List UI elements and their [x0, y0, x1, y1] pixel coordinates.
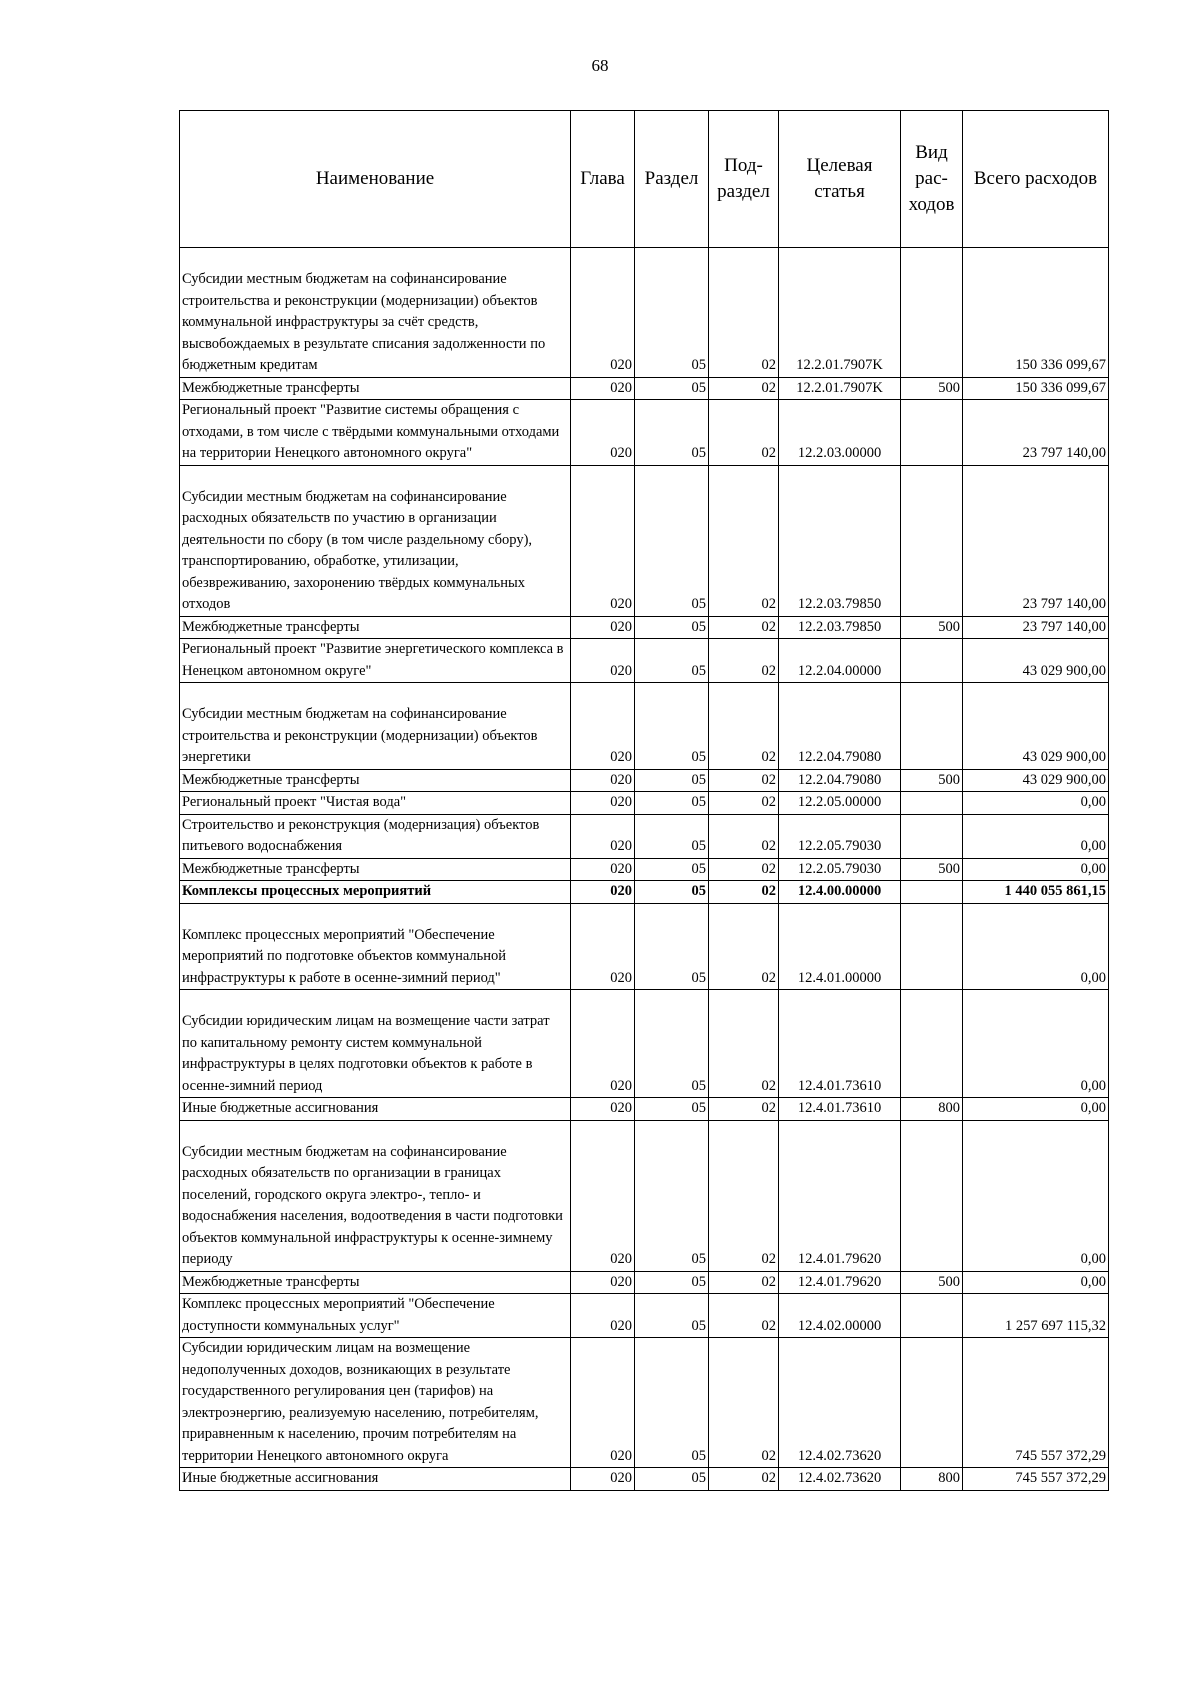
row-section: 05: [635, 248, 709, 378]
row-chapter: 020: [571, 814, 635, 858]
table-row: [180, 814, 1109, 858]
table-row: [180, 1338, 1109, 1468]
row-section: 05: [635, 1271, 709, 1294]
row-target: 12.2.01.7907K: [779, 248, 901, 378]
row-subsection: 02: [709, 683, 779, 770]
table-header-row: [180, 111, 1109, 248]
row-chapter: 020: [571, 1098, 635, 1121]
row-target: 12.2.05.79030: [779, 858, 901, 881]
row-target: 12.2.04.00000: [779, 639, 901, 683]
row-subsection: 02: [709, 769, 779, 792]
row-subsection: 02: [709, 858, 779, 881]
table-row: [180, 639, 1109, 683]
row-target: 12.2.05.79030: [779, 814, 901, 858]
row-section: 05: [635, 1338, 709, 1468]
header-section: Раздел: [635, 111, 709, 248]
row-subsection: 02: [709, 903, 779, 990]
row-type: [901, 903, 963, 990]
header-target: Целевая статья: [779, 111, 901, 248]
row-type: 500: [901, 858, 963, 881]
row-name: Региональный проект "Чистая вода": [180, 792, 571, 815]
row-name: Комплекс процессных мероприятий "Обеспечение доступности коммунальных услуг": [180, 1294, 571, 1338]
table-row: [180, 1271, 1109, 1294]
row-total: 23 797 140,00: [963, 400, 1109, 466]
row-target: 12.2.05.00000: [779, 792, 901, 815]
row-total: 23 797 140,00: [963, 616, 1109, 639]
row-total: 150 336 099,67: [963, 248, 1109, 378]
row-target: 12.2.03.00000: [779, 400, 901, 466]
row-chapter: 020: [571, 400, 635, 466]
row-type: 500: [901, 769, 963, 792]
row-target: 12.2.03.79850: [779, 465, 901, 616]
row-total: 0,00: [963, 792, 1109, 815]
row-name: Межбюджетные трансферты: [180, 616, 571, 639]
row-type: [901, 683, 963, 770]
row-type: [901, 248, 963, 378]
row-section: 05: [635, 858, 709, 881]
row-type: [901, 465, 963, 616]
row-subsection: 02: [709, 814, 779, 858]
row-total: 43 029 900,00: [963, 683, 1109, 770]
row-chapter: 020: [571, 683, 635, 770]
row-name: Комплексы процессных мероприятий: [180, 881, 571, 904]
row-type: [901, 792, 963, 815]
row-total: 0,00: [963, 903, 1109, 990]
row-total: 0,00: [963, 814, 1109, 858]
row-type: [901, 400, 963, 466]
row-section: 05: [635, 377, 709, 400]
row-chapter: 020: [571, 1468, 635, 1491]
row-total: 43 029 900,00: [963, 769, 1109, 792]
row-type: [901, 990, 963, 1098]
table-row: [180, 400, 1109, 466]
row-subsection: 02: [709, 377, 779, 400]
row-subsection: 02: [709, 1294, 779, 1338]
row-target: 12.4.02.73620: [779, 1338, 901, 1468]
row-target: 12.4.00.00000: [779, 881, 901, 904]
row-chapter: 020: [571, 465, 635, 616]
row-target: 12.2.04.79080: [779, 683, 901, 770]
row-type: [901, 881, 963, 904]
row-section: 05: [635, 1468, 709, 1491]
row-subsection: 02: [709, 400, 779, 466]
row-name: Строительство и реконструкция (модернизация) объектов питьевого водоснабжения: [180, 814, 571, 858]
table-row: [180, 903, 1109, 990]
row-name: Межбюджетные трансферты: [180, 377, 571, 400]
row-section: 05: [635, 881, 709, 904]
table-row: [180, 792, 1109, 815]
row-chapter: 020: [571, 792, 635, 815]
row-chapter: 020: [571, 881, 635, 904]
row-total: 43 029 900,00: [963, 639, 1109, 683]
row-total: 0,00: [963, 1120, 1109, 1271]
row-target: 12.4.01.79620: [779, 1120, 901, 1271]
row-name: Субсидии местным бюджетам на софинансирование расходных обязательств по участию в организации деятельности по сбору (в том числе раздельному сбору), транспортированию, обработке, утилизации, обезвреживанию, захоронению твёрдых коммунальных отходов: [180, 465, 571, 616]
row-chapter: 020: [571, 1120, 635, 1271]
row-name: Межбюджетные трансферты: [180, 1271, 571, 1294]
table-row: [180, 1468, 1109, 1491]
row-total: 0,00: [963, 1098, 1109, 1121]
row-name: Региональный проект "Развитие энергетического комплекса в Ненецком автономном округе": [180, 639, 571, 683]
row-chapter: 020: [571, 1294, 635, 1338]
row-section: 05: [635, 792, 709, 815]
table-row: [180, 1120, 1109, 1271]
header-name: Наименование: [180, 111, 571, 248]
row-name: Субсидии местным бюджетам на софинансирование расходных обязательств по организации в границах поселений, городского округа электро-, тепло- и водоснабжения населения, водоотведения в части подготовки объектов коммунальной инфраструктуры к осенне-зимнему периоду: [180, 1120, 571, 1271]
row-target: 12.4.01.79620: [779, 1271, 901, 1294]
row-subsection: 02: [709, 1120, 779, 1271]
row-type: 800: [901, 1098, 963, 1121]
row-total: 1 257 697 115,32: [963, 1294, 1109, 1338]
table-row: [180, 1098, 1109, 1121]
row-target: 12.4.01.00000: [779, 903, 901, 990]
row-chapter: 020: [571, 639, 635, 683]
table-row: [180, 616, 1109, 639]
row-name: Региональный проект "Развитие системы обращения с отходами, в том числе с твёрдыми коммунальными отходами на территории Ненецкого автономного округа": [180, 400, 571, 466]
row-section: 05: [635, 639, 709, 683]
row-section: 05: [635, 616, 709, 639]
row-subsection: 02: [709, 792, 779, 815]
row-total: 0,00: [963, 858, 1109, 881]
table-row: [180, 881, 1109, 904]
header-subsection: Под- раздел: [709, 111, 779, 248]
row-subsection: 02: [709, 1468, 779, 1491]
row-total: 0,00: [963, 990, 1109, 1098]
table-row: [180, 683, 1109, 770]
row-name: Иные бюджетные ассигнования: [180, 1468, 571, 1491]
row-chapter: 020: [571, 248, 635, 378]
row-type: 800: [901, 1468, 963, 1491]
table-row: [180, 465, 1109, 616]
row-name: Субсидии юридическим лицам на возмещение недополученных доходов, возникающих в результате государственного регулирования цен (тарифов) на электроэнергию, реализуемую населению, потребителям, приравненным к населению, прочим потребителям на территории Ненецкого автономного округа: [180, 1338, 571, 1468]
row-section: 05: [635, 400, 709, 466]
row-total: 745 557 372,29: [963, 1338, 1109, 1468]
header-chapter: Глава: [571, 111, 635, 248]
row-subsection: 02: [709, 881, 779, 904]
row-type: 500: [901, 377, 963, 400]
row-subsection: 02: [709, 465, 779, 616]
row-target: 12.2.03.79850: [779, 616, 901, 639]
row-total: 0,00: [963, 1271, 1109, 1294]
row-chapter: 020: [571, 1338, 635, 1468]
row-name: Иные бюджетные ассигнования: [180, 1098, 571, 1121]
row-subsection: 02: [709, 1098, 779, 1121]
row-total: 745 557 372,29: [963, 1468, 1109, 1491]
row-section: 05: [635, 990, 709, 1098]
row-subsection: 02: [709, 248, 779, 378]
row-name: Межбюджетные трансферты: [180, 769, 571, 792]
table-row: [180, 990, 1109, 1098]
row-name: Субсидии местным бюджетам на софинансирование строительства и реконструкции (модернизации) объектов коммунальной инфраструктуры за счёт средств, высвобождаемых в результате списания задолженности по бюджетным кредитам: [180, 248, 571, 378]
table-row: [180, 769, 1109, 792]
row-target: 12.4.01.73610: [779, 1098, 901, 1121]
budget-table: [179, 110, 1109, 1491]
row-chapter: 020: [571, 990, 635, 1098]
row-section: 05: [635, 903, 709, 990]
row-chapter: 020: [571, 616, 635, 639]
row-section: 05: [635, 1098, 709, 1121]
table-row: [180, 248, 1109, 378]
row-target: 12.4.01.73610: [779, 990, 901, 1098]
table-row: [180, 1294, 1109, 1338]
row-total: 23 797 140,00: [963, 465, 1109, 616]
row-section: 05: [635, 1294, 709, 1338]
header-expense-type: Вид рас- ходов: [901, 111, 963, 248]
row-type: [901, 1294, 963, 1338]
row-type: [901, 814, 963, 858]
row-target: 12.2.04.79080: [779, 769, 901, 792]
row-name: Субсидии юридическим лицам на возмещение части затрат по капитальному ремонту систем коммунальной инфраструктуры в целях подготовки объектов к работе в осенне-зимний период: [180, 990, 571, 1098]
row-name: Межбюджетные трансферты: [180, 858, 571, 881]
header-total: Всего расходов: [963, 111, 1109, 248]
row-subsection: 02: [709, 639, 779, 683]
row-target: 12.4.02.73620: [779, 1468, 901, 1491]
row-type: [901, 1338, 963, 1468]
row-subsection: 02: [709, 990, 779, 1098]
row-target: 12.4.02.00000: [779, 1294, 901, 1338]
row-chapter: 020: [571, 903, 635, 990]
row-type: 500: [901, 1271, 963, 1294]
row-section: 05: [635, 814, 709, 858]
row-subsection: 02: [709, 616, 779, 639]
row-chapter: 020: [571, 769, 635, 792]
page-number: 68: [591, 56, 609, 75]
row-chapter: 020: [571, 377, 635, 400]
row-type: 500: [901, 616, 963, 639]
row-target: 12.2.01.7907K: [779, 377, 901, 400]
row-name: Комплекс процессных мероприятий "Обеспечение мероприятий по подготовке объектов коммунальной инфраструктуры к работе в осенне-зимний период": [180, 903, 571, 990]
row-name: Субсидии местным бюджетам на софинансирование строительства и реконструкции (модернизации) объектов энергетики: [180, 683, 571, 770]
row-section: 05: [635, 1120, 709, 1271]
row-subsection: 02: [709, 1271, 779, 1294]
row-chapter: 020: [571, 858, 635, 881]
row-type: [901, 1120, 963, 1271]
row-section: 05: [635, 683, 709, 770]
row-subsection: 02: [709, 1338, 779, 1468]
row-total: 1 440 055 861,15: [963, 881, 1109, 904]
table-row: [180, 377, 1109, 400]
row-total: 150 336 099,67: [963, 377, 1109, 400]
row-type: [901, 639, 963, 683]
table-row: [180, 858, 1109, 881]
row-chapter: 020: [571, 1271, 635, 1294]
row-section: 05: [635, 769, 709, 792]
row-section: 05: [635, 465, 709, 616]
